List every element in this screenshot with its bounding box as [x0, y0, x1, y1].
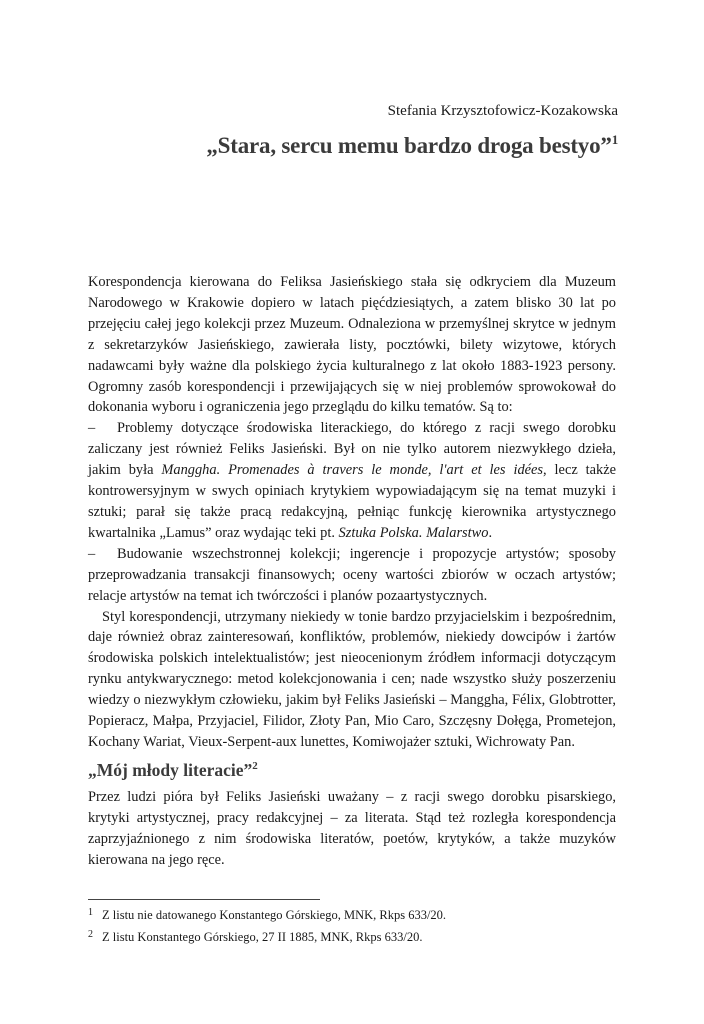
section-heading	[88, 760, 258, 781]
book-title-manggha: Manggha. Promenades à travers le monde, l'art et les idées	[161, 462, 544, 479]
dash-bullet: –	[88, 545, 96, 562]
text-span: Problemy dotyczące środowiska literackiego, do którego z racji swego dorobku zaliczany jest również Feliks Jasieński. Był on nie tylko autorem niezwykłego dzieła, jakim była	[88, 420, 616, 479]
section-1-body	[88, 272, 616, 753]
paragraph-literary-issues	[88, 418, 616, 543]
text-span: Budowanie wszechstronnej kolekcji; ingerencje i propozycje artystów; sposoby przeprowadzania transakcji finansowych; oceny wartości zbiorów w oczach artystów; relacje artystów na temat ich twórczości i planów pozaartystycznych.	[88, 545, 616, 604]
footnote-number: 1	[88, 907, 93, 918]
paragraph-collection	[88, 544, 616, 607]
text-span: , lecz także kontrowersyjnym w swych opiniach krytykiem wypowiadającym się na temat muzyki i sztuki; parał się także pracą redakcyjną, pełniąc funkcję kierownika artystycznego kwartalnika „Lamus” oraz wydając teki pt.	[88, 462, 616, 541]
section-heading-text: „Mój młody literacie”	[88, 760, 253, 780]
article-title	[206, 132, 618, 159]
footnote-ref-1: 1	[611, 132, 618, 147]
author-name: Stefania Krzysztofowicz-Kozakowska	[387, 103, 618, 119]
footnote-separator	[88, 899, 320, 900]
footnote-1	[88, 905, 616, 923]
footnote-text: Z listu nie datowanego Konstantego Górskiego, MNK, Rkps 633/20.	[102, 908, 447, 922]
section-2-body	[88, 787, 616, 871]
footnote-number: 2	[88, 929, 93, 940]
article-title-text: „Stara, sercu memu bardzo droga bestyo”	[206, 133, 612, 158]
footnote-text: Z listu Konstantego Górskiego, 27 II 1885, MNK, Rkps 633/20.	[102, 930, 423, 944]
paragraph-style: Styl korespondencji, utrzymany niekiedy w tonie bardzo przyjacielskim i bezpośrednim, daje również obraz zainteresowań, konfliktów, problemów, niekiedy dowcipów i żartów środowiska polskich intelektualistów; jest nieocenionym źródłem informacji dotyczącym rynku antykwarycznego: metod kolekcjonowania i cen; nade wszystko służy poszerzeniu wiedzy o niezwykłym człowieku, jakim był Feliks Jasieński – Manggha, Félix, Globtrotter, Popieracz, Małpa, Przyjaciel, Filidor, Złoty Pan, Mio Caro, Szczęsny Dołęga, Prometejon, Kochany Wariat, Vieux-Serpent-aux lunettes, Komiwojażer sztuki, Wichrowaty Pan.	[88, 608, 616, 750]
book-title-sztuka-polska: Sztuka Polska. Malarstwo	[338, 524, 489, 541]
footnote-2	[88, 927, 616, 945]
paragraph-intro: Korespondencja kierowana do Feliksa Jasieńskiego stała się odkryciem dla Muzeum Narodowego w Krakowie dopiero w latach pięćdziesiątych, a zatem blisko 30 lat po przejęciu całej jego kolekcji przez Muzeum. Odnaleziona w przemyślnej skrytce w jednym z sekretarzyków Jasieńskiego, zawierała listy, pocztówki, bilety wizytowe, których nadawcami były ważne dla polskiego życia kulturalnego z lat około 1883-1923 persony. Ogromny zasób korespondencji i przewijających się w niej problemów sprowokował do dokonania wyboru i ograniczenia jego przeglądu do kilku tematów. Są to:	[88, 274, 616, 416]
footnote-ref-2: 2	[252, 760, 258, 772]
paragraph-literary-circle: Przez ludzi pióra był Feliks Jasieński uważany – z racji swego dorobku pisarskiego, krytyki artystycznej, pracy redakcyjnej – za literata. Stąd też rozległa korespondencja zaprzyjaźnionego z nim środowiska literatów, poetów, krytyków, a także muzyków kierowana na jego ręce.	[88, 789, 616, 868]
dash-bullet: –	[88, 420, 96, 437]
text-span: .	[488, 524, 493, 541]
